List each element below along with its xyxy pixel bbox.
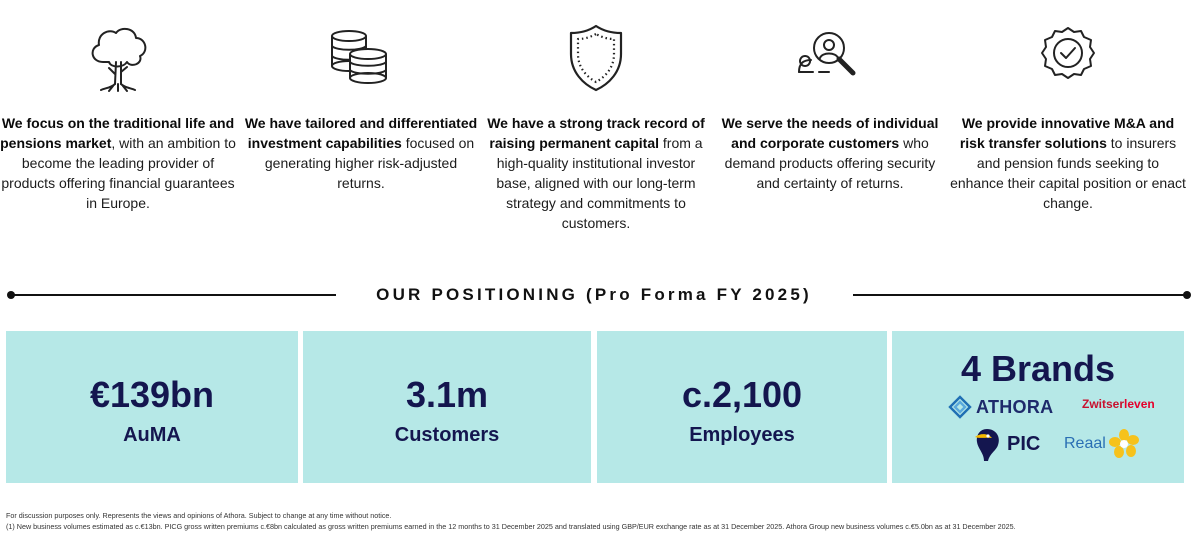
- stat-label: Employees: [689, 424, 795, 446]
- stat-tile-auma: [6, 331, 298, 483]
- zwitserleven-logo-text-b: leven: [1124, 397, 1155, 411]
- pillar-text-bold: We have tailored and differentiated investment capabilities: [244, 115, 478, 151]
- pillar-text-bold: We have a strong track record of raising permanent capital: [487, 115, 705, 151]
- pillar-text-rest: focused on generating higher risk-adjusted returns.: [264, 135, 475, 191]
- pillar-text: [243, 113, 479, 193]
- pillar-text-bold: We focus on the traditional life and pensions market: [0, 115, 235, 151]
- shield-icon: [561, 22, 631, 94]
- stat-label: AuMA: [123, 424, 181, 446]
- stat-value: €139bn: [89, 374, 215, 415]
- footnotes: [6, 510, 1196, 532]
- pillar-text: [950, 113, 1186, 213]
- positioning-stats: [6, 331, 1186, 483]
- section-divider: [0, 284, 1200, 306]
- divider-right-line: [853, 294, 1185, 296]
- pillar-text-rest: , with an ambition to become the leading provider of products offering financial guarantees in Europe.: [1, 135, 236, 211]
- athora-logo: [948, 395, 1053, 419]
- athora-mark-icon: [948, 395, 972, 419]
- athora-logo-text: ATHORA: [976, 396, 1054, 417]
- pillars-row: [0, 0, 1200, 240]
- coins-icon: [326, 22, 396, 94]
- reaal-logo: [1064, 427, 1141, 461]
- footnote-1: (1) New business volumes estimated as c.€13bn. PICG gross written premiums c.€8bn calculated as gross written premiums earned in the 12 months to 31 December 2025 and translated using GBP/EUR exchange rate as at 31 December 2025. Athora Group new business volumes c.€5.0bn as at 31 December 2025.: [6, 522, 1016, 531]
- divider-right-dot: [1183, 291, 1191, 299]
- pillar-text-rest: to insurers and pension funds seeking to enhance their capital position or enact change.: [950, 135, 1186, 211]
- brands-count: 4 Brands: [960, 348, 1116, 389]
- stat-value: 3.1m: [405, 374, 489, 415]
- pillar-text-rest: who demand products offering security and certainty of returns.: [724, 135, 936, 191]
- check-badge-icon: [1033, 22, 1103, 94]
- pillar-text-bold: We serve the needs of individual and corporate customers: [721, 115, 939, 151]
- tree-icon: [83, 22, 153, 94]
- pillar-text-bold: We provide innovative M&A and risk transfer solutions: [959, 115, 1175, 151]
- section-title: OUR POSITIONING (Pro Forma FY 2025): [376, 285, 812, 304]
- pillar-text: [712, 113, 948, 193]
- stat-tile-employees: [597, 331, 887, 483]
- pillar-text: [0, 113, 236, 213]
- zwitserleven-logo-text-a: Zwitser: [1082, 397, 1125, 411]
- pic-logo-text: PIC: [1007, 432, 1041, 455]
- pic-logo: [972, 427, 1040, 461]
- reaal-logo-text: Reaal: [1064, 435, 1106, 452]
- stat-tile-customers: [303, 331, 591, 483]
- pillar-text-rest: from a high-quality institutional investor base, aligned with our long-term strategy and commitments to customers.: [496, 135, 703, 231]
- stat-value: c.2,100: [681, 374, 803, 415]
- stat-tile-brands: [892, 331, 1184, 483]
- divider-left-line: [11, 294, 336, 296]
- reaal-sun-icon: [1107, 427, 1141, 461]
- stat-label: Customers: [394, 424, 500, 446]
- customer-search-icon: [795, 22, 865, 94]
- disclaimer-note: For discussion purposes only. Represents the views and opinions of Athora. Subject to change at any time without notice.: [6, 511, 392, 520]
- pillar-text: [478, 113, 714, 233]
- pic-bird-icon: [972, 427, 1002, 461]
- zwitserleven-logo: [1082, 397, 1155, 411]
